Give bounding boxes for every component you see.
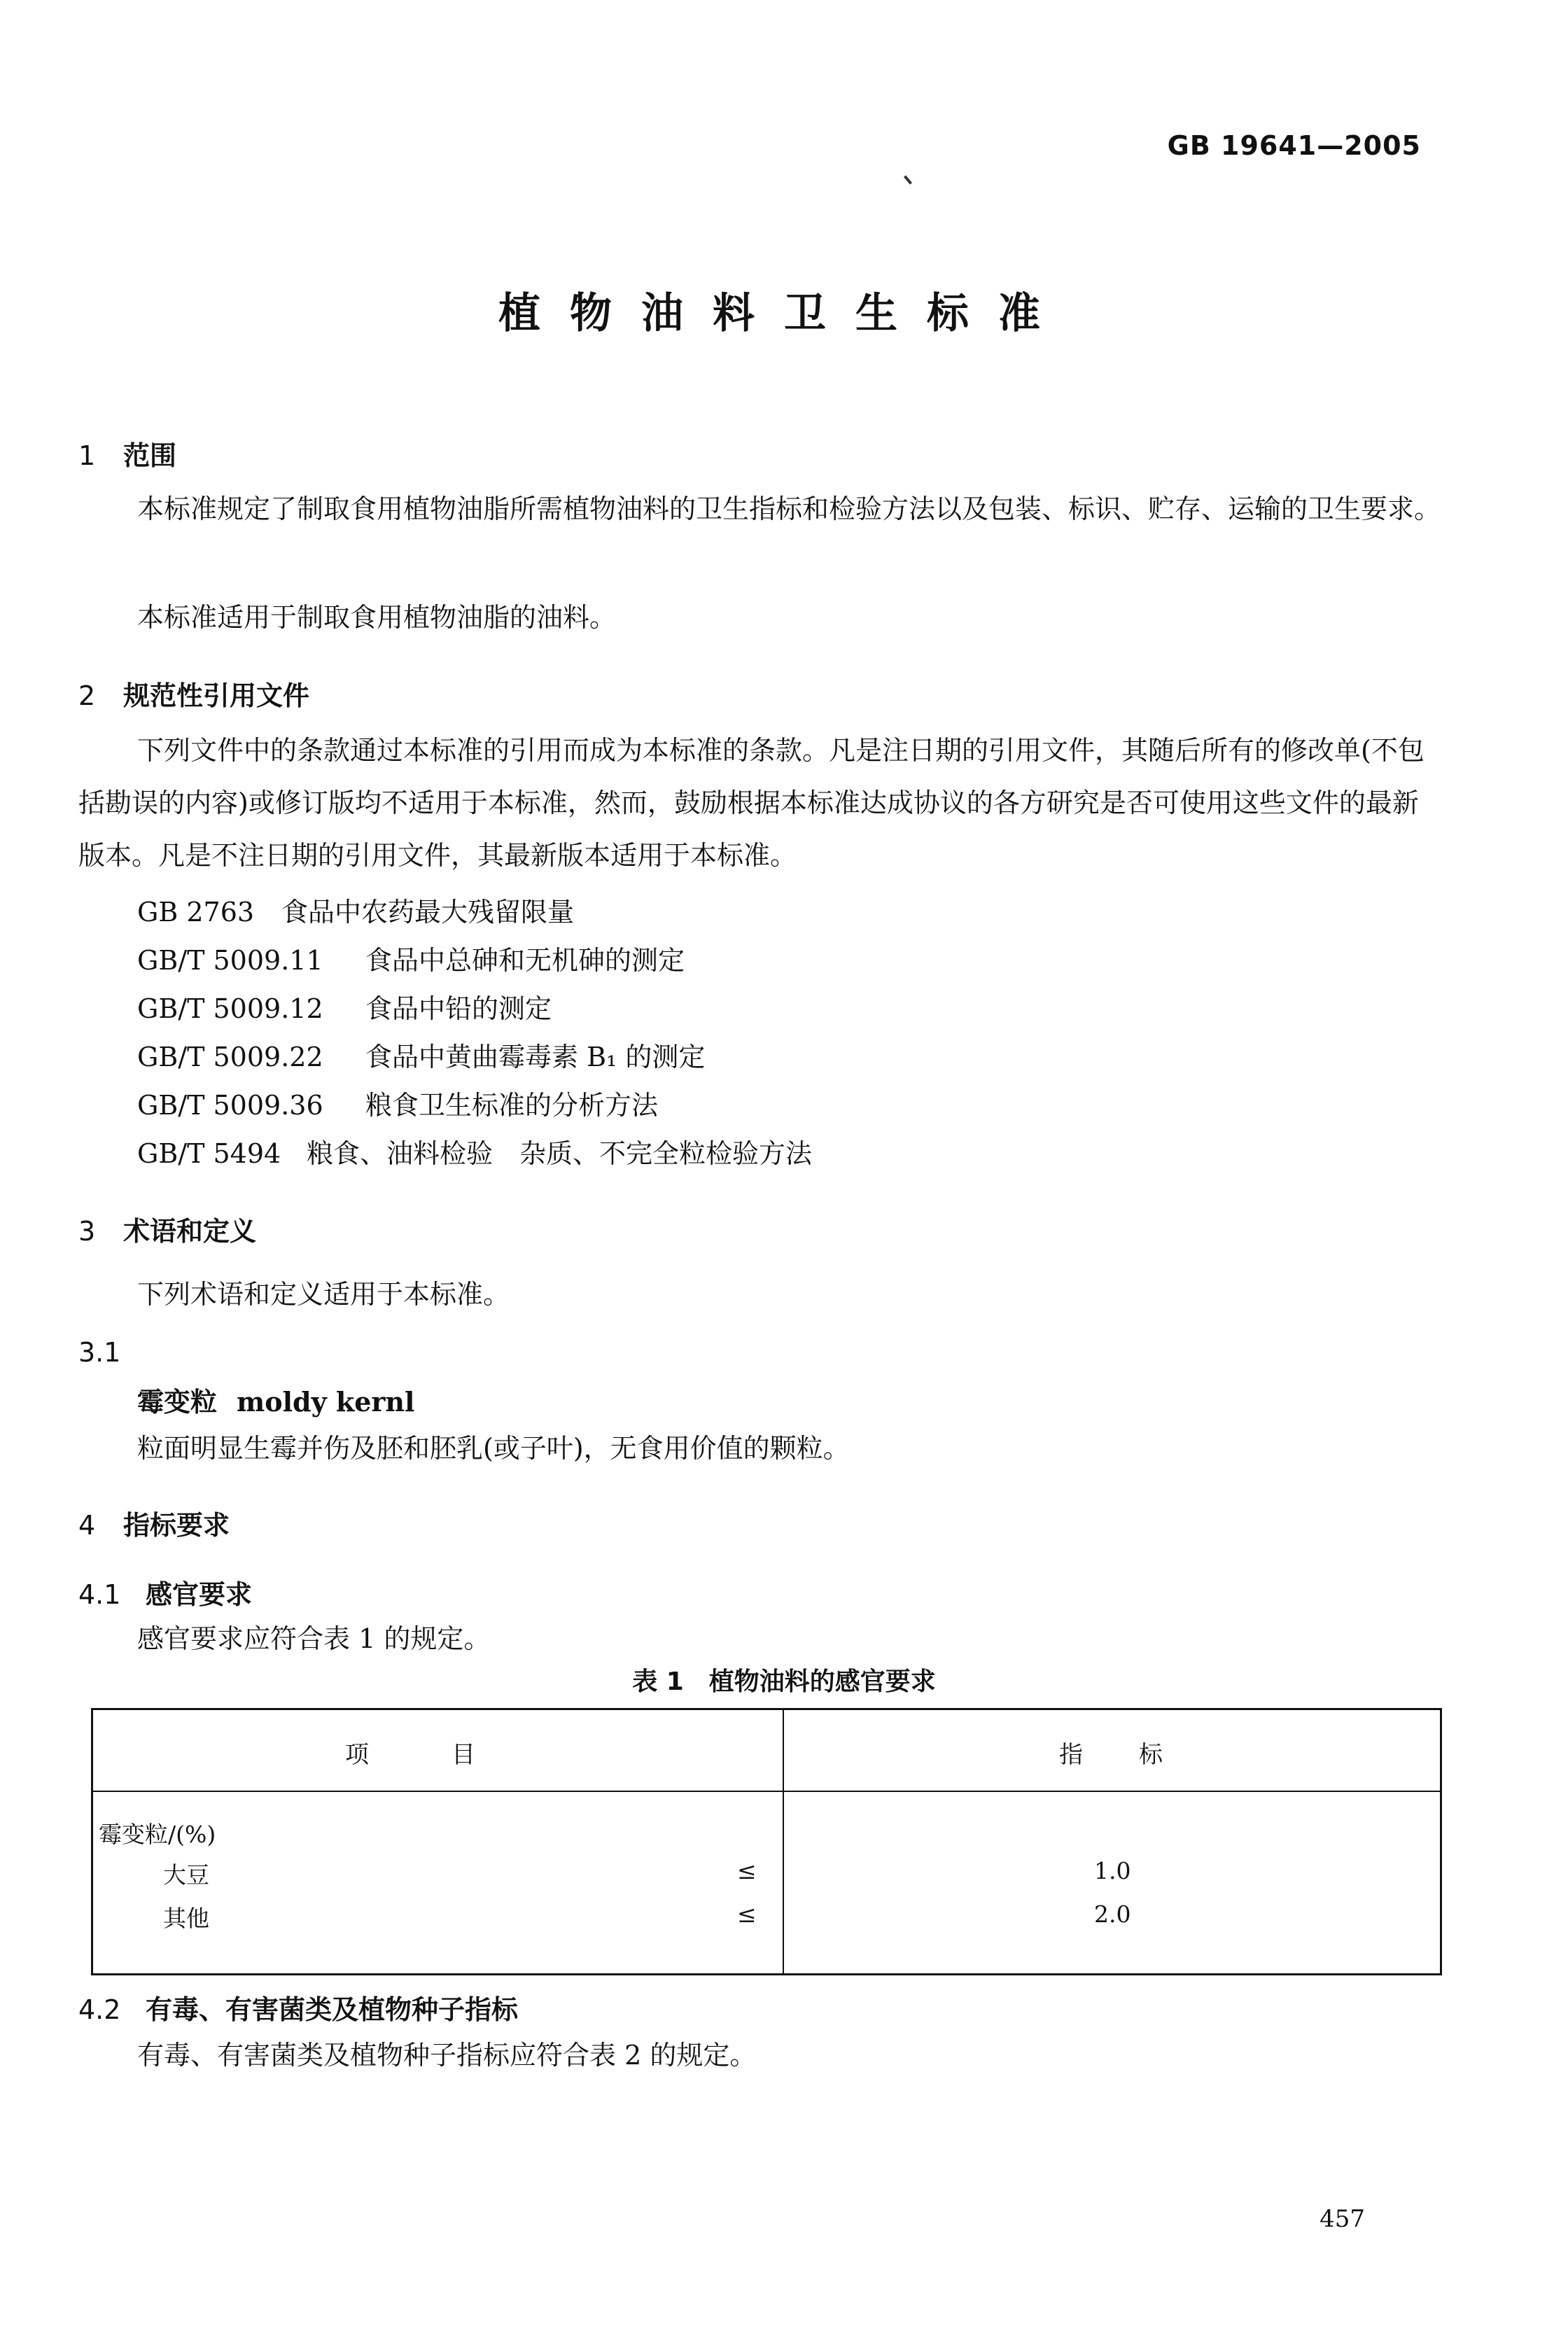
subsection-4-2-paragraph: 有毒、有害菌类及植物种子指标应符合表 2 的规定。 — [137, 2040, 757, 2071]
table-row-operator: ≤ — [737, 1900, 757, 1928]
table-header-index: 指 标 — [1059, 1741, 1166, 1769]
subsection-title: 有毒、有害菌类及植物种子指标 — [146, 1994, 519, 2025]
section-title: 范围 — [123, 440, 177, 471]
table-row-value: 2.0 — [1094, 1900, 1131, 1928]
section-title: 指标要求 — [123, 1510, 230, 1541]
section-2-heading — [78, 674, 309, 713]
subsection-4-1-heading — [78, 1573, 252, 1611]
reference-name: 食品中农药最大残留限量 — [281, 897, 575, 927]
table-column-divider — [783, 1710, 784, 1973]
reference-name: 食品中总砷和无机砷的测定 — [365, 945, 685, 976]
reference-item — [137, 1132, 812, 1170]
table-header-divider — [93, 1791, 1440, 1792]
subsection-number: 4.2 — [78, 1994, 121, 2025]
page-number: 457 — [1320, 2205, 1365, 2233]
section-number: 2 — [78, 680, 96, 711]
reference-code: GB/T 5009.22 — [137, 1042, 323, 1072]
reference-name: 粮食卫生标准的分析方法 — [365, 1090, 659, 1121]
reference-code: GB/T 5494 — [137, 1138, 281, 1169]
reference-item — [137, 890, 574, 929]
reference-code: GB 2763 — [137, 897, 255, 927]
reference-code: GB/T 5009.12 — [137, 993, 323, 1024]
reference-item — [137, 987, 552, 1026]
subsection-4-2-heading — [78, 1988, 518, 2026]
section-number: 3 — [78, 1216, 96, 1247]
table-header-item: 项 目 — [345, 1741, 478, 1769]
reference-name: 食品中黄曲霉毒素 B₁ 的测定 — [365, 1042, 706, 1072]
table-group-label: 霉变粒/(%) — [99, 1821, 216, 1848]
reference-item — [137, 1084, 658, 1122]
standard-code: GB 19641—2005 — [1167, 130, 1421, 161]
section-2-paragraph-1: 下列文件中的条款通过本标准的引用而成为本标准的条款。凡是注日期的引用文件，其随后所有的修改单(不包括勘误的内容)或修订版均不适用于本标准，然而，鼓励根据本标准达成协议的各方研究是否可使用这些文件的最新版本。凡是不注日期的引用文件，其最新版本适用于本标准。 — [78, 735, 1424, 871]
section-title: 术语和定义 — [123, 1216, 257, 1247]
table-1-caption: 表 1 植物油料的感官要求 — [632, 1667, 936, 1696]
table-row-operator: ≤ — [737, 1857, 757, 1884]
term-english: moldy kernl — [237, 1386, 415, 1418]
reference-item — [137, 1035, 705, 1074]
reference-code: GB/T 5009.11 — [137, 945, 323, 976]
term-chinese: 霉变粒 — [137, 1386, 218, 1418]
section-3-paragraph-1: 下列术语和定义适用于本标准。 — [137, 1279, 510, 1310]
table-row-name: 大豆 — [163, 1861, 209, 1889]
term-entry — [137, 1380, 414, 1419]
document-title: 植物油料卫生标准 — [498, 289, 1070, 338]
section-number: 4 — [78, 1510, 96, 1541]
section-4-heading — [78, 1504, 230, 1542]
table-row-name: 其他 — [163, 1905, 209, 1932]
reference-name: 粮食、油料检验 杂质、不完全粒检验方法 — [307, 1138, 813, 1169]
subsection-title: 感官要求 — [146, 1579, 253, 1610]
subsection-3-1-number — [78, 1337, 146, 1368]
subsection-number: 3.1 — [78, 1337, 121, 1368]
section-1-paragraph-1: 本标准规定了制取食用植物油脂所需植物油料的卫生指标和检验方法以及包装、标识、贮存、运输的卫生要求。 — [137, 493, 1441, 524]
subsection-4-1-paragraph: 感官要求应符合表 1 的规定。 — [137, 1623, 491, 1654]
scan-mark — [904, 175, 912, 184]
section-number: 1 — [78, 440, 96, 471]
section-1-paragraph-2: 本标准适用于制取食用植物油脂的油料。 — [137, 602, 617, 633]
reference-item — [137, 939, 685, 977]
reference-code: GB/T 5009.36 — [137, 1090, 323, 1121]
section-1-heading — [78, 434, 176, 472]
reference-name: 食品中铅的测定 — [365, 993, 552, 1024]
section-title: 规范性引用文件 — [123, 680, 310, 711]
term-definition: 粒面明显生霉并伤及胚和胚乳(或子叶)，无食用价值的颗粒。 — [137, 1433, 850, 1464]
subsection-number: 4.1 — [78, 1579, 121, 1610]
section-3-heading — [78, 1210, 256, 1248]
table-1 — [91, 1708, 1442, 1975]
table-row-value: 1.0 — [1094, 1857, 1131, 1884]
